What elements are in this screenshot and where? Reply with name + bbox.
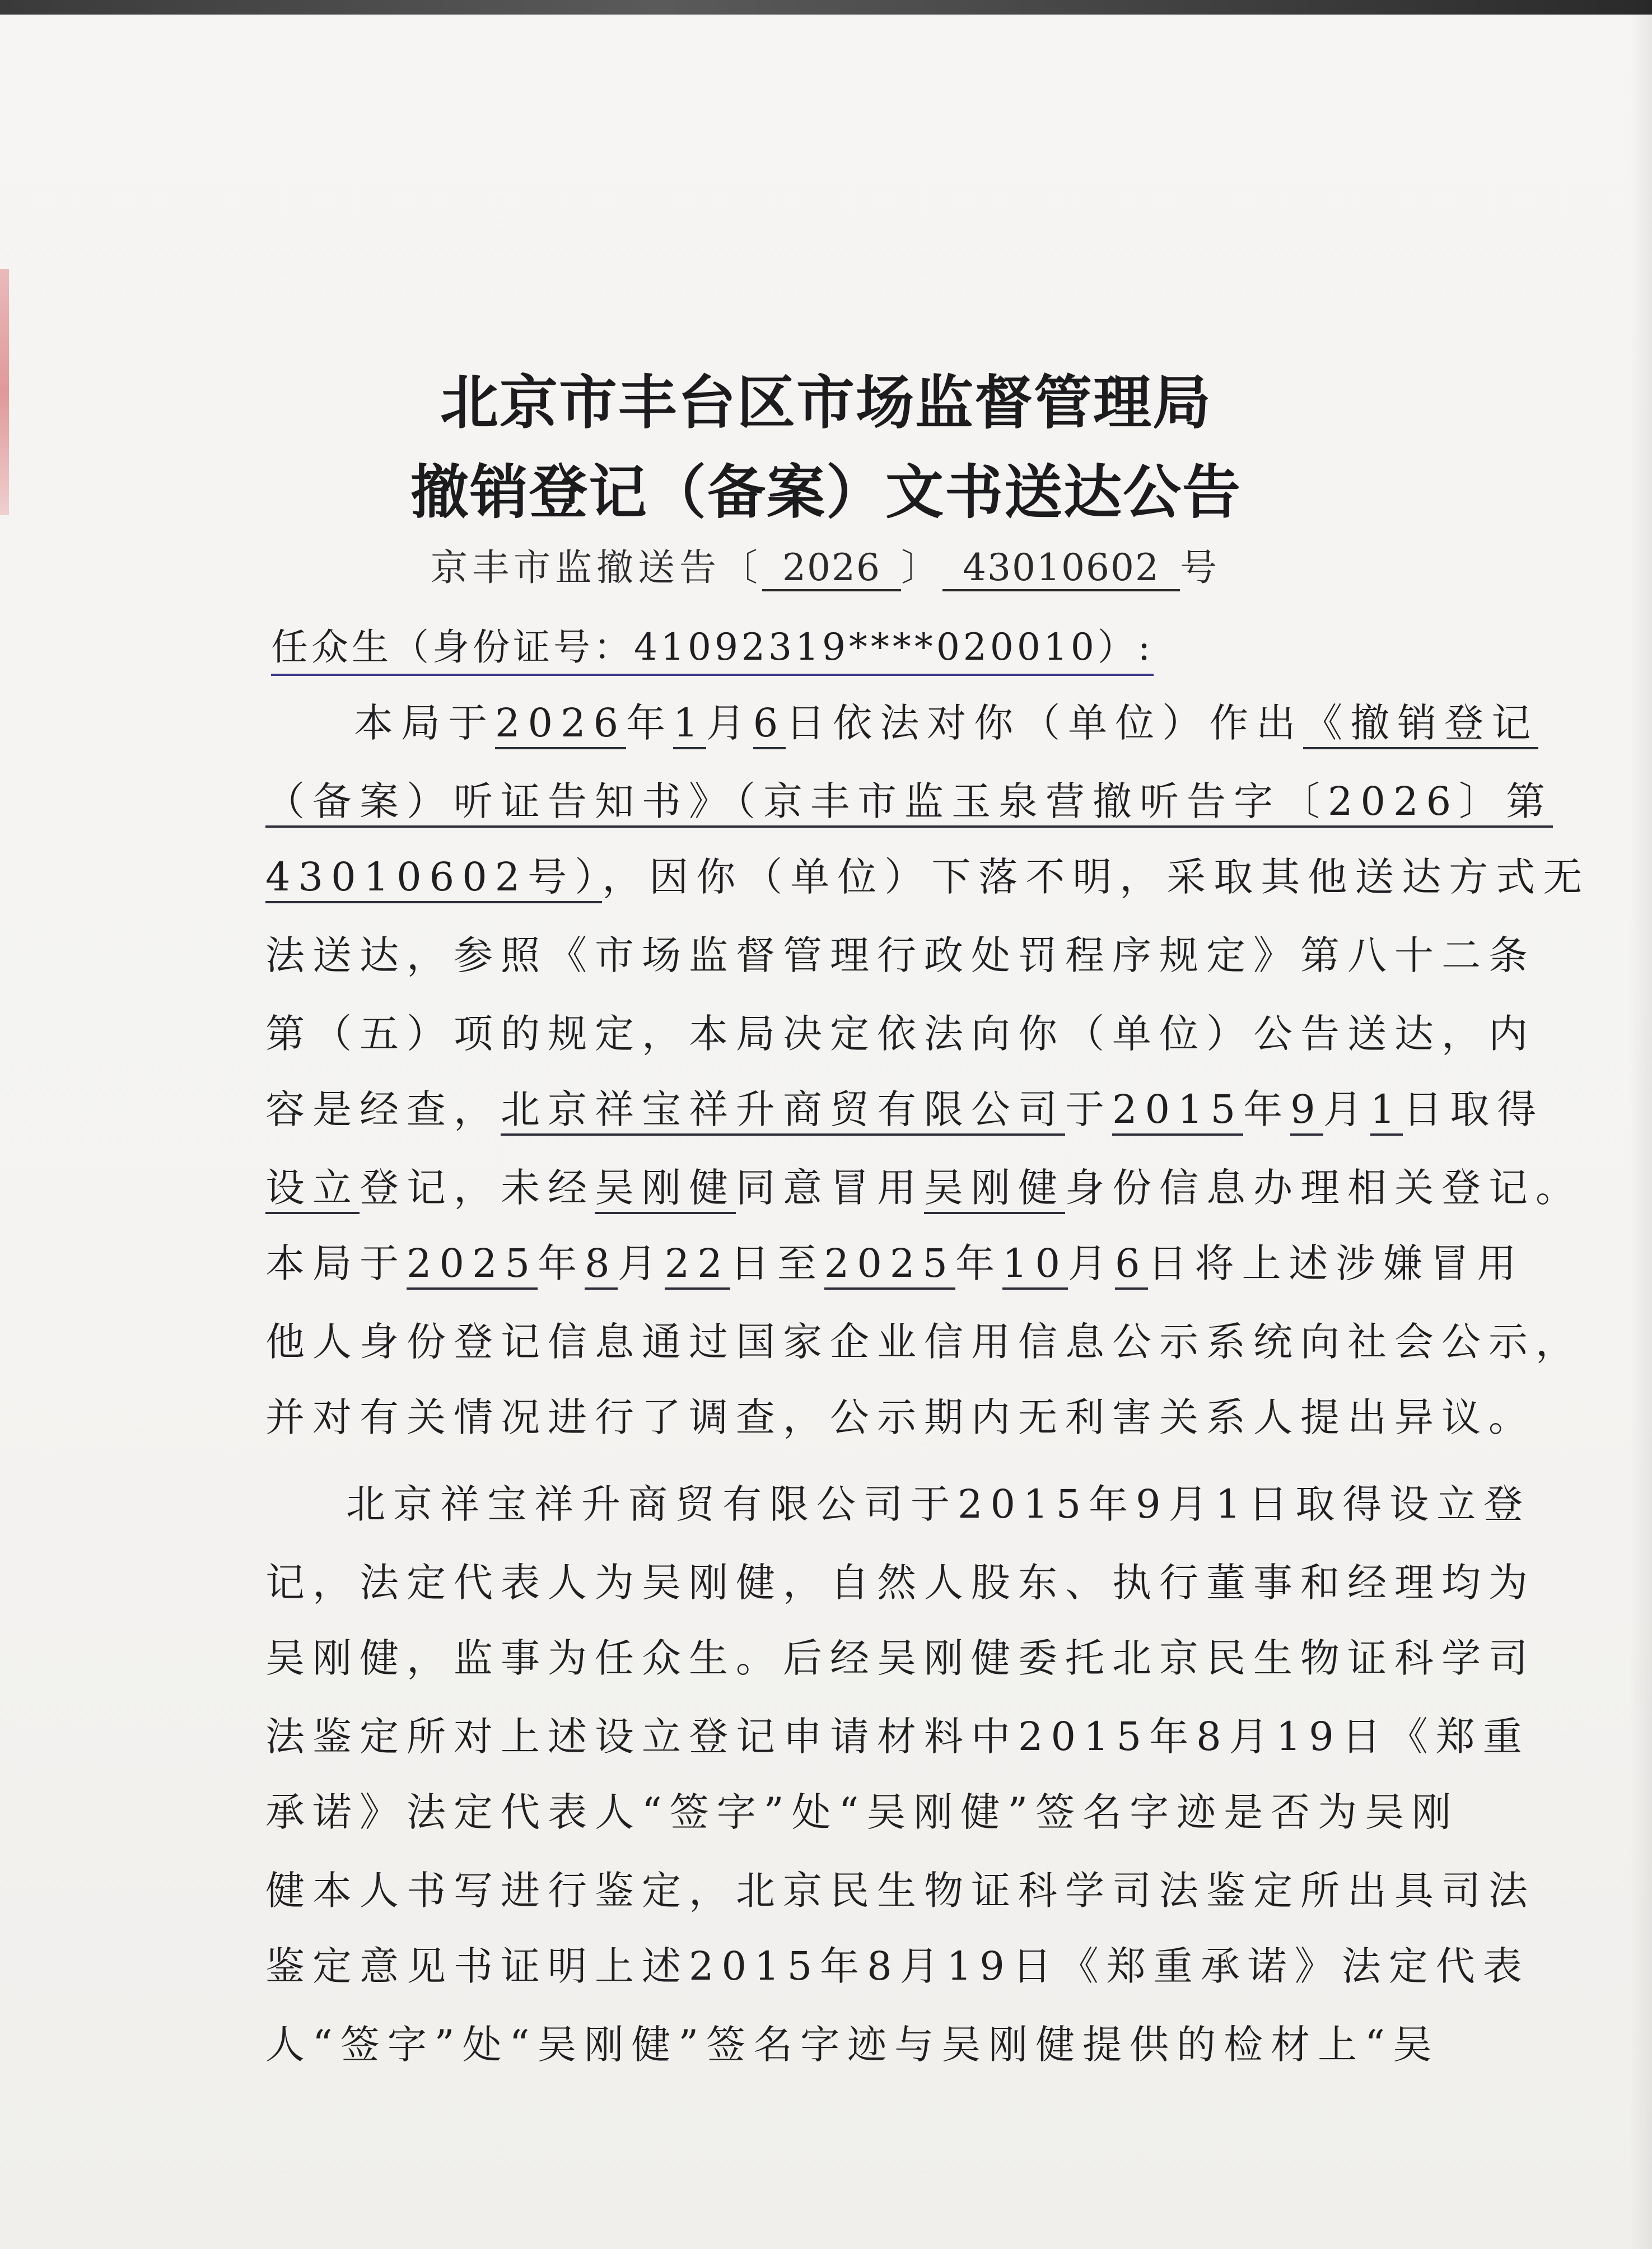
body-text: 本局于 [354,700,495,746]
body-line [265,1781,1459,1837]
body-line [265,1935,1530,1991]
body-text: 北京祥宝祥升商贸有限公司于2015年9月1日取得设立登 [346,1481,1531,1527]
underlined-text: 10 [1002,1240,1068,1290]
doc-number-suffix: 号 [1179,546,1221,589]
body-text: 人“签字”处“吴刚健”签名字迹与吴刚健提供的检材上“吴 [265,2022,1440,2068]
document-title-line-1: 北京市丰台区市场监督管理局 [440,368,1212,437]
body-line [265,1156,1583,1213]
underlined-text: 《撤销登记 [1303,700,1538,749]
body-text: 容是经查， [265,1086,501,1132]
body-line [346,1473,1531,1529]
doc-number-prefix: 京丰市监撤送告〔 [431,546,763,589]
underlined-text: 2015 [1112,1086,1243,1136]
body-text: 于 [1065,1086,1112,1132]
body-line [265,770,1553,827]
body-line [265,1859,1536,1916]
underlined-text: 2026 [495,700,626,749]
underlined-text: 9 [1290,1086,1323,1136]
body-text: ，因你（单位）下落不明，采取其他送达方式无 [602,854,1590,900]
body-line [265,1002,1536,1059]
underlined-text: 43010602号） [265,854,602,903]
body-line [265,1310,1583,1367]
underlined-text: 设立 [265,1165,360,1214]
body-text: 日至 [730,1240,824,1286]
underlined-text: 6 [1115,1240,1148,1290]
body-line [265,1078,1544,1135]
underlined-text: 6 [753,700,786,749]
underlined-text: 北京祥宝祥升商贸有限公司 [501,1086,1065,1136]
addressee: 任众生（身份证号：41092319****020010）: [271,617,1154,676]
body-line [265,924,1536,981]
body-line [265,1551,1536,1608]
body-line [354,692,1539,748]
doc-number-serial: 43010602 [942,546,1180,591]
body-line [265,1705,1530,1762]
body-text: 年 [626,700,674,746]
body-text: 健本人书写进行鉴定，北京民生物证科学司法鉴定所出具司法 [265,1868,1536,1914]
body-text: 月 [1068,1240,1116,1286]
underlined-text: 1 [1370,1086,1403,1136]
body-text: 日依法对你（单位）作出 [786,700,1304,746]
body-text: 月 [1323,1086,1370,1132]
underlined-text: （京丰市监玉泉营撤听告字〔2026〕第 [736,778,1553,828]
doc-number-year: 2026 [762,546,901,591]
body-text: 年 [1243,1086,1291,1132]
body-text: 年 [955,1240,1002,1286]
body-text: 记，法定代表人为吴刚健，自然人股东、执行董事和经理均为 [265,1560,1536,1606]
body-text: 同意冒用 [736,1165,924,1211]
doc-number-mid: 〕 [901,546,943,589]
scan-top-edge [0,0,1652,15]
body-text: 并对有关情况进行了调查，公示期内无利害关系人提出异议。 [265,1394,1536,1440]
underlined-text: 2025 [407,1240,538,1290]
underlined-text: 吴刚健 [595,1165,736,1214]
scan-right-shadow [1630,0,1652,2249]
underlined-text: 吴刚健 [924,1165,1065,1214]
body-text: 吴刚健，监事为任众生。后经吴刚健委托北京民生物证科学司 [265,1635,1536,1681]
underlined-text: 22 [665,1240,730,1290]
body-line [265,846,1590,902]
body-line [265,1627,1536,1683]
underlined-text: 8 [585,1240,618,1290]
body-text: 日将上述涉嫌冒用 [1147,1240,1524,1286]
body-text: 日取得 [1403,1086,1544,1132]
document-title-line-2: 撤销登记（备案）文书送达公告 [410,458,1242,526]
body-text: 年 [538,1240,585,1286]
body-text: 法送达，参照《市场监督管理行政处罚程序规定》第八十二条 [265,932,1536,978]
body-text: 鉴定意见书证明上述2015年8月19日《郑重承诺》法定代表 [265,1943,1530,1989]
underlined-text: （备案）听证告知书》 [265,778,736,828]
body-text: 月 [617,1240,665,1286]
body-line [265,1386,1536,1443]
document-number [0,538,1652,591]
body-text: 法鉴定所对上述设立登记申请材料中2015年8月19日《郑重 [265,1714,1530,1760]
underlined-text: 2025 [824,1240,955,1290]
underlined-text: 1 [673,700,706,749]
body-text: 身份信息办理相关登记。 [1065,1165,1583,1211]
body-text: 登记，未经 [360,1165,595,1211]
body-text: 他人身份登记信息通过国家企业信用信息公示系统向社会公示， [265,1319,1583,1365]
body-text: 月 [706,700,753,746]
body-text: 第（五）项的规定，本局决定依法向你（单位）公告送达，内 [265,1011,1536,1057]
body-text: 本局于 [265,1240,407,1286]
body-text: 承诺》法定代表人“签字”处“吴刚健”签名字迹是否为吴刚 [265,1789,1459,1835]
body-line [265,1232,1524,1289]
body-line [265,2013,1440,2070]
